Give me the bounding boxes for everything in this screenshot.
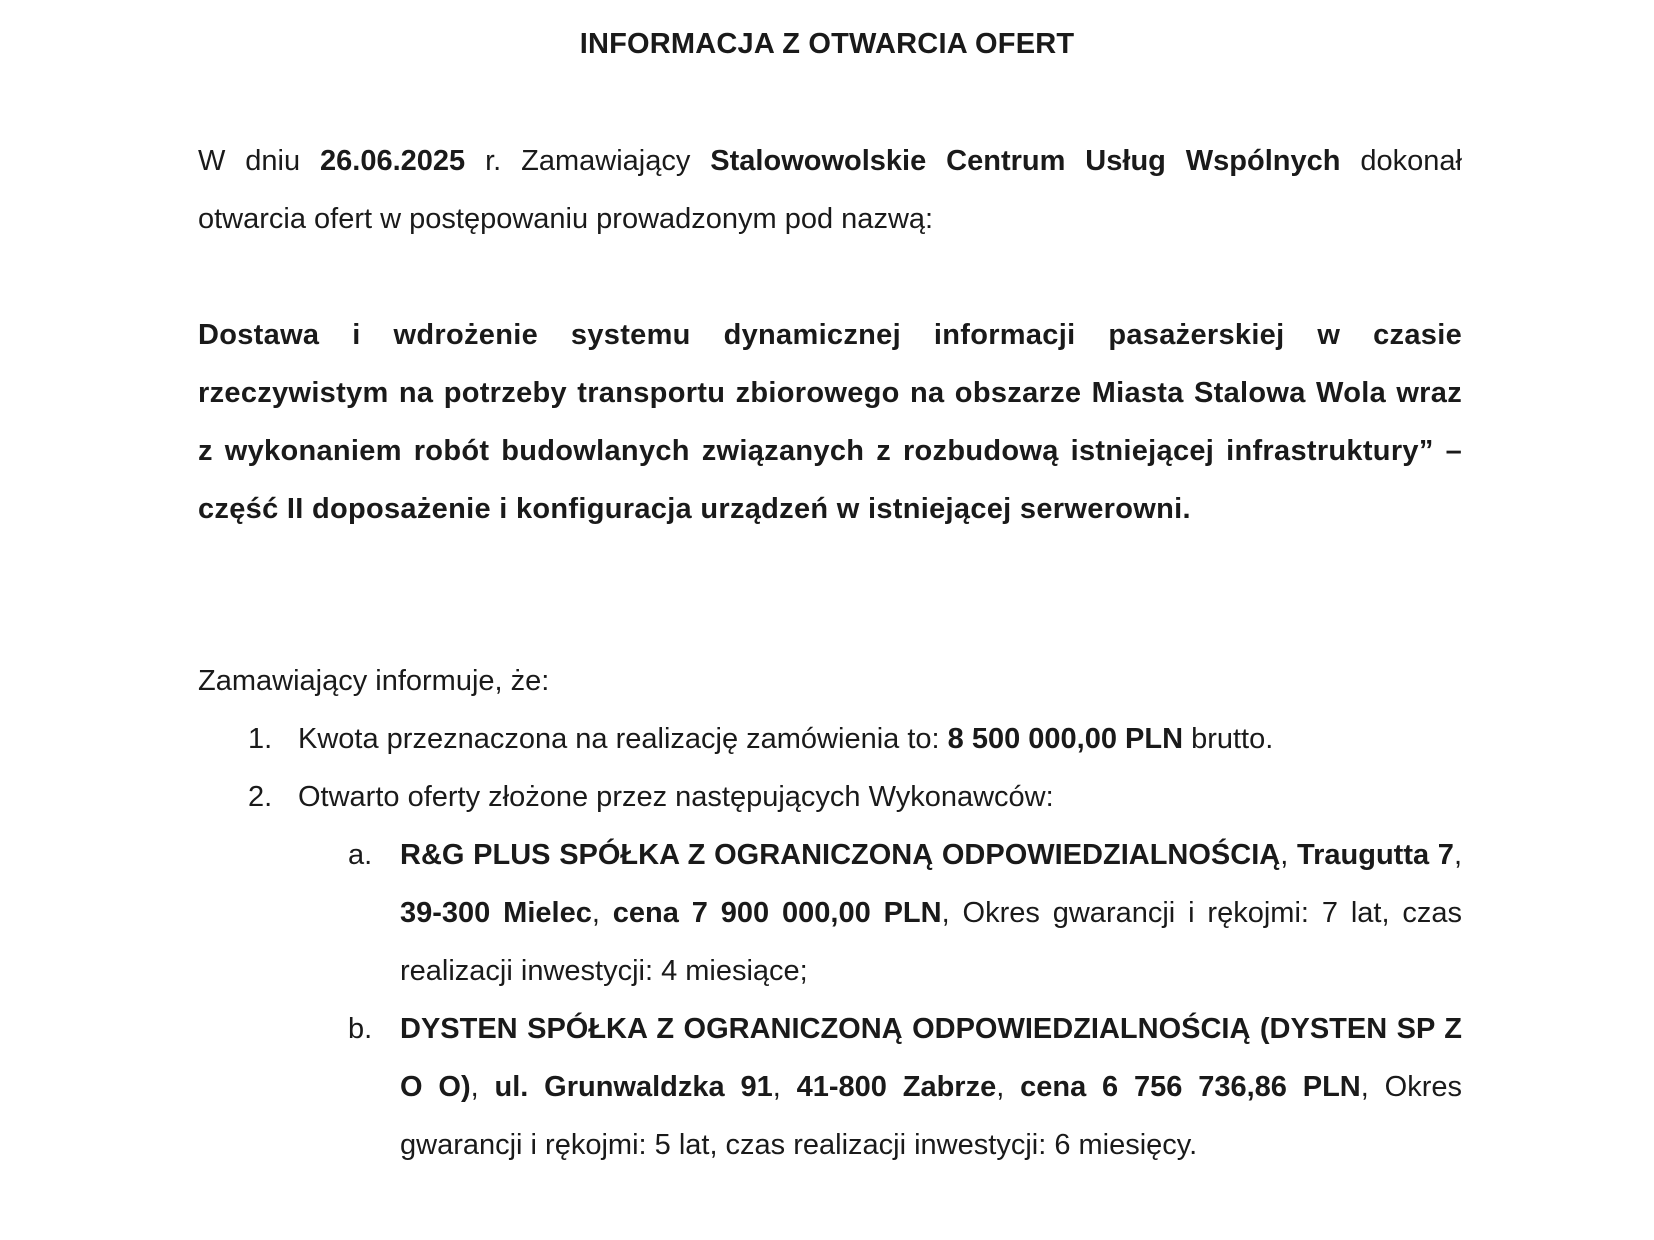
list-item-number: 1.	[248, 723, 273, 755]
procurement-subject: Dostawa i wdrożenie systemu dynamicznej informacji pasażerskiej w czasie rzeczywistym na potrzeby transportu zbiorowego na obszarze Miasta Stalowa Wola wraz z wykonaniem robót budowlanych związanych z rozbudową istniejącej infrastruktury” – część II doposażenie i konfiguracja urządzeń w istniejącej serwerowni.	[198, 319, 1462, 525]
orderer-name: Stalowowolskie Centrum Usług Wspólnych	[710, 145, 1341, 177]
offer-postal: 41-800 Zabrze	[796, 1071, 997, 1103]
list-item-number: 2.	[248, 781, 273, 813]
offer-separator: ,	[1453, 839, 1462, 871]
offer-details: , Okres gwarancji i rękojmi: 7 lat, czas realizacji inwestycji: 4 miesiące;	[400, 897, 1463, 987]
offer-item	[348, 1000, 1462, 1174]
offer-separator: ,	[1280, 839, 1297, 871]
offer-company-name: DYSTEN SPÓŁKA Z OGRANICZONĄ ODPOWIEDZIALNOŚCIĄ (DYSTEN SP Z O O)	[400, 1013, 1462, 1103]
intro-text-1: W dniu	[198, 145, 321, 177]
offer-company-name: R&G PLUS SPÓŁKA Z OGRANICZONĄ ODPOWIEDZIALNOŚCIĄ	[400, 839, 1281, 871]
offer-address: ul. Grunwaldzka 91	[494, 1071, 773, 1103]
offer-separator: ,	[772, 1071, 797, 1103]
offer-letter: b.	[348, 1013, 373, 1045]
list-item	[248, 768, 1462, 826]
budget-amount: 8 500 000,00 PLN	[947, 723, 1184, 755]
offers-intro: Otwarto oferty złożone przez następujących Wykonawców:	[298, 781, 1054, 813]
document-title: INFORMACJA Z OTWARCIA OFERT	[579, 28, 1075, 60]
offer-separator: ,	[591, 897, 613, 929]
info-intro: Zamawiający informuje, że:	[198, 665, 550, 697]
offer-separator: ,	[470, 1071, 495, 1103]
info-list	[248, 710, 1462, 826]
intro-text-2: r. Zamawiający	[465, 145, 711, 177]
offer-address: Traugutta 7	[1296, 839, 1454, 871]
offer-details: , Okres gwarancji i rękojmi: 5 lat, czas realizacji inwestycji: 6 miesięcy.	[400, 1071, 1462, 1161]
list-item	[248, 710, 1462, 768]
offer-price: cena 7 900 000,00 PLN	[612, 897, 942, 929]
intro-paragraph	[198, 132, 1462, 248]
offers-list	[348, 826, 1462, 1174]
offer-price: cena 6 756 736,86 PLN	[1020, 1071, 1361, 1103]
budget-text-1: Kwota przeznaczona na realizację zamówienia to:	[298, 723, 948, 755]
intro-text-3: dokonał otwarcia ofert w postępowaniu prowadzonym pod nazwą:	[198, 145, 1462, 235]
offer-item	[348, 826, 1462, 1000]
offer-separator: ,	[996, 1071, 1021, 1103]
budget-text-2: brutto.	[1183, 723, 1274, 755]
offer-letter: a.	[348, 839, 373, 871]
intro-date: 26.06.2025	[320, 145, 466, 177]
offer-postal: 39-300 Mielec	[400, 897, 592, 929]
